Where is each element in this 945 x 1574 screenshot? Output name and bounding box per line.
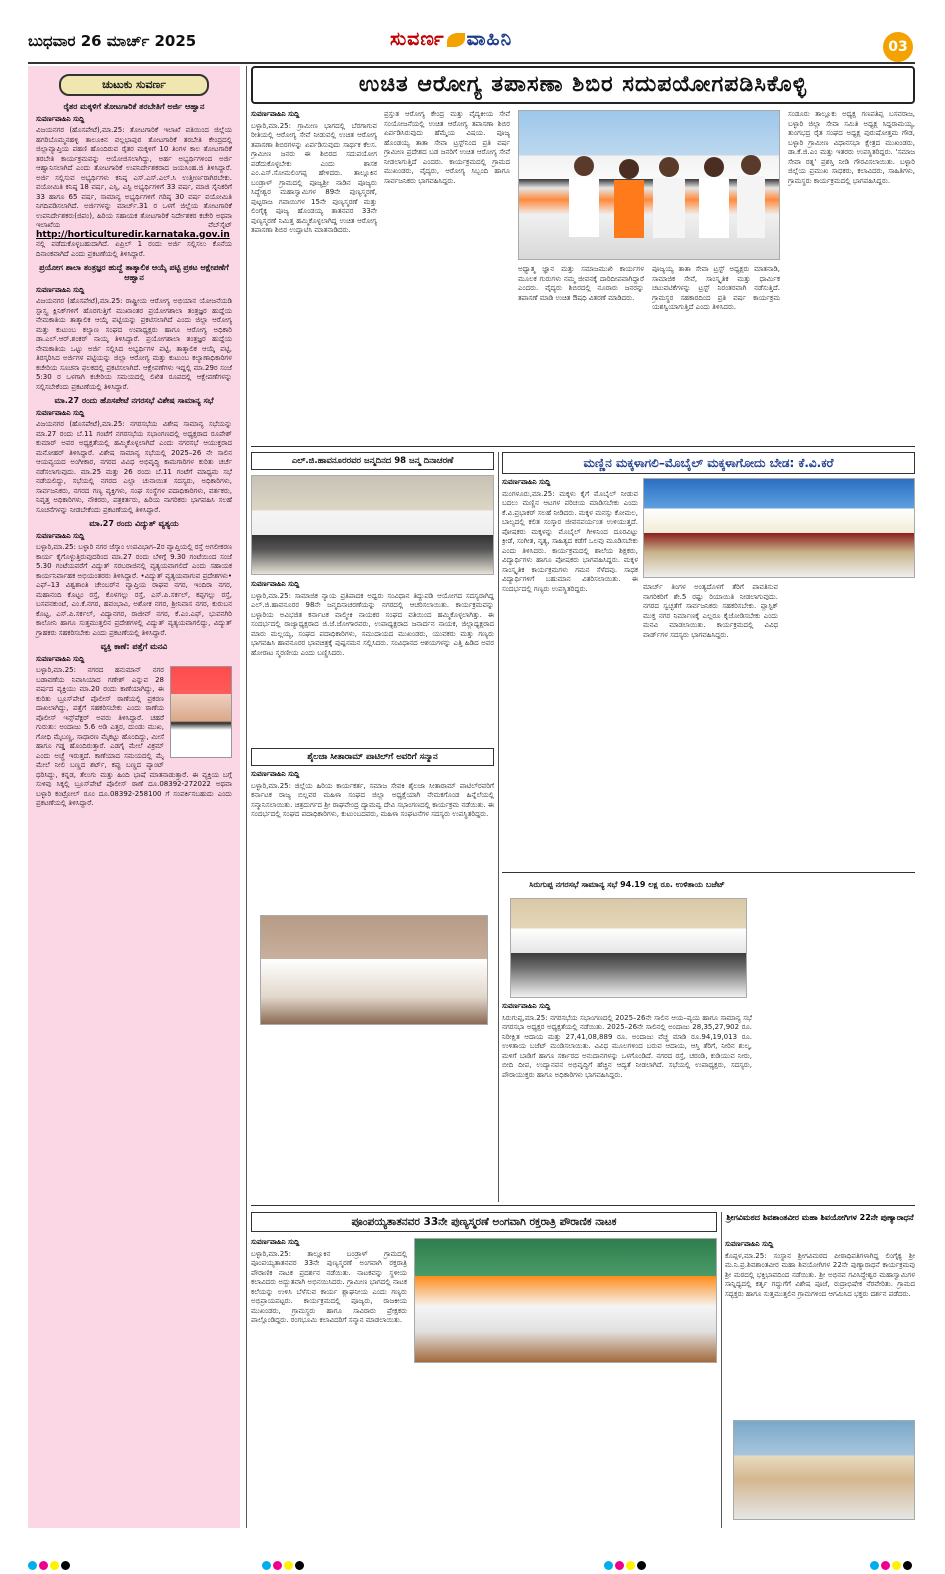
story4-photo <box>643 478 915 578</box>
story3-photo <box>260 915 488 1025</box>
story4-text: ಮಂಗಳೂರು,ಮಾ.25: ಮಕ್ಕಳು ಕೈಗೆ ಮೊಬೈಲ್ ನೀಡುವ ಬದಲು ಮಣ್ಣಿನ ಆಟಗಳ ಪರಿಚಯ ಮಾಡಿಸಬೇಕು ಎಂದು ಕೆ.ವಿ.ಪ್ರಭಾಕರ್ ಸಲಹೆ ನೀಡಿದರು. ಮಕ್ಕಳ ಮನಸ್ಸು ಕೋಮಲ, ಬಾಲ್ಯದಲ್ಲಿ ಕಲಿತ ಸಂಸ್ಕಾರ ಜೀವನಪರ್ಯಂತ ಉಳಿಯುತ್ತದೆ. ಪೋಷಕರು ಮಕ್ಕಳನ್ನು ಮೊಬೈಲ್ ಗೀಳಿನಿಂದ ದೂರವಿಟ್ಟು ಕ್ರೀಡೆ, ಸಂಗೀತ, ನೃತ್ಯ, ಸಾಹಿತ್ಯದ ಕಡೆಗೆ ಒಲವು ಮೂಡಿಸಬೇಕು ಎಂದು ತಿಳಿಸಿದರು. ಕಾರ್ಯಕ್ರಮದಲ್ಲಿ ಶಾಲೆಯ ಶಿಕ್ಷಕರು, ವಿದ್ಯಾರ್ಥಿಗಳು ಹಾಗೂ ಪೋಷಕರು ಭಾಗವಹಿಸಿದ್ದರು. ಮಕ್ಕಳ ಸಾಂಸ್ಕೃತಿಕ ಕಾರ್ಯಕ್ರಮಗಳು ಗಮನ ಸೆಳೆದವು. ಸಾಧಕ ವಿದ್ಯಾರ್ಥಿಗಳಿಗೆ ಬಹುಮಾನ ವಿತರಿಸಲಾಯಿತು. ಈ ಸಂದರ್ಭದಲ್ಲಿ ಗಣ್ಯರು ಉಪಸ್ಥಿತರಿದ್ದರು. <box>502 489 638 593</box>
story4-body-left <box>502 478 638 868</box>
column-rule <box>721 1212 722 1528</box>
story2-byline: ಸುವರ್ಣವಾಹಿನಿ ಸುದ್ದಿ <box>251 580 300 588</box>
story4-byline: ಸುವರ್ಣವಾಹಿನಿ ಸುದ್ದಿ <box>502 478 551 486</box>
brief-byline: ಸುವರ್ಣವಾಹಿನಿ ಸುದ್ದಿ <box>36 655 85 663</box>
story4-body-mid <box>643 583 778 868</box>
print-registration-marks <box>870 1555 914 1565</box>
brief-title: ಮಾ.27 ರಂದು ಹೊಸಪೇಟೆ ನಗರಸಭೆ ವಿಶೇಷ ಸಾಮಾನ್ಯ ಸಭೆ <box>54 396 214 405</box>
brief-power-outage <box>36 519 232 638</box>
story6-body <box>251 1238 407 1528</box>
print-registration-marks <box>262 1555 306 1565</box>
lead-column-5 <box>788 110 915 440</box>
brief-text: ವಿಜಯನಗರ (ಹೊಸಪೇಟೆ),ಮಾ.25: ತೋಟಗಾರಿಕೆ ಇಲಾಖೆ ವತಿಯಿಂದ ಜಿಲ್ಲೆಯ ಹಗರಿಬೊಮ್ಮನಹಳ್ಳಿ ತಾಲೂಕಿನ ವಲ್ಲಭಾಪುರ ತೋಟಗಾರಿಕೆ ತರಬೇತಿ ಕೇಂದ್ರದಲ್ಲಿ ಜಿಲ್ಲಾವ್ಯಾಪ್ತಿಯ ಪಹಣಿ ಹೊಂದಿರುವ ರೈತರ ಮಕ್ಕಳಿಗೆ 10 ತಿಂಗಳ ಕಾಲ ತೋಟಗಾರಿಕೆ ತರಬೇತಿ ಕಾರ್ಯಕ್ರಮವನ್ನು ಆಯೋಜಿಸಲಾಗಿದ್ದು, ಅರ್ಹ ಅಭ್ಯರ್ಥಿಗಳಿಂದ ಅರ್ಜಿ ಆಹ್ವಾನಿಸಲಾಗಿದೆ ಎಂದು ತೋಟಗಾರಿಕೆ ಉಪನಿರ್ದೇಶಕರಾದ ಜಯಸಿಂಹ.ಜಿ ತಿಳಿಸಿದ್ದಾರೆ. ಅರ್ಜಿ ಸಲ್ಲಿಸುವ ಅಭ್ಯರ್ಥಿಗಳು ಕನಿಷ್ಠ ಎಸ್.ಎಸ್.ಎಲ್.ಸಿ ಉತ್ತೀರ್ಣರಾಗಿರಬೇಕು. ವಯೋಮಿತಿ ಕನಿಷ್ಠ 18 ವರ್ಷ, ಎಸ್ಸಿ, ಎಸ್ಟಿ ಅಭ್ಯರ್ಥಿಗಳಿಗೆ 33 ವರ್ಷ, ಮಾಜಿ ಸೈನಿಕರಿಗೆ 33 ಹಾಗೂ 65 ವರ್ಷ, ಸಾಮಾನ್ಯ ಅಭ್ಯರ್ಥಿಗಳಿಗೆ ಗರಿಷ್ಠ 30 ವರ್ಷ ವಯೋಮಿತಿ ನಿಗದಿಪಡಿಸಲಾಗಿದೆ. ಅರ್ಜಿಗಳನ್ನು ಮಾರ್ಚ್.31 ರ ಒಳಗೆ ಜಿಲ್ಲೆಯ ತೋಟಗಾರಿಕೆ ಉಪನಿರ್ದೇಶಕರು(ಜಿಪಂ), ಹಿರಿಯ ಸಹಾಯಕ ತೋಟಗಾರಿಕೆ ನಿರ್ದೇಶಕರ ಕಚೇರಿ ಅಥವಾ ಇಲಾಖೆಯ ವೆಬ್‌ಸೈಟ್ http://horticulturedir.karnataka.gov.in ನಲ್ಲಿ ಪಡೆದುಕೊಳ್ಳಬಹುದಾಗಿದೆ. ಏಪ್ರಿಲ್ 1 ರಂದು ಅರ್ಜಿ ಸಲ್ಲಿಸಲು ಕೊನೆಯ ದಿನಾಂಕವಾಗಿದೆ ಎಂದು ಪ್ರಕಟಣೆಯಲ್ಲಿ ತಿಳಿಸಿದ್ದಾರೆ. <box>36 126 232 258</box>
story8-text: ಮಾರ್ಚ್ ತಿಂಗಳ ಅಂತ್ಯದೊಳಗೆ ತೆರಿಗೆ ಪಾವತಿಸುವ ನಾಗರಿಕರಿಗೆ ಶೇ.5 ರಷ್ಟು ರಿಯಾಯಿತಿ ನೀಡಲಾಗುವುದು. ನಗರದ ಸ್ವಚ್ಛತೆಗೆ ಸಾರ್ವಜನಿಕರು ಸಹಕರಿಸಬೇಕು. ಪ್ಲಾಸ್ಟಿಕ್ ಮುಕ್ತ ನಗರ ನಿರ್ಮಾಣಕ್ಕೆ ಎಲ್ಲರೂ ಕೈಜೋಡಿಸಬೇಕು ಎಂದು ಮನವಿ ಮಾಡಲಾಯಿತು. ಕಾರ್ಯಕ್ರಮದಲ್ಲಿ ವಿವಿಧ ವಾರ್ಡ್‌ಗಳ ಸದಸ್ಯರು ಭಾಗವಹಿಸಿದ್ದರು. <box>643 583 778 639</box>
lead-text: ಪ್ರಸ್ತುತ ಆರೋಗ್ಯ ಕೇಂದ್ರ ಮತ್ತು ವೈದ್ಯಕೀಯ ಸೇವೆ ಸಂಯೋಜನೆಯಲ್ಲಿ ಉಚಿತ ಆರೋಗ್ಯ ತಪಾಸಣಾ ಶಿಬಿರ ಏರ್ಪಡಿಸಿರುವುದು ಹೆಮ್ಮೆಯ ವಿಷಯ. ಪೂಜ್ಯ ಹೊಂಡಯ್ಯ ತಾತಾ ಸೇವಾ ಟ್ರಸ್ಟ್‌ನಿಂದ ಪ್ರತಿ ವರ್ಷ ಗ್ರಾಮೀಣ ಪ್ರದೇಶದ ಬಡ ಜನರಿಗೆ ಉಚಿತ ಆರೋಗ್ಯ ಸೇವೆ ನೀಡಲಾಗುತ್ತಿದೆ ಎಂದರು. ಕಾರ್ಯಕ್ರಮದಲ್ಲಿ ಗ್ರಾಮದ ಮುಖಂಡರು, ವೈದ್ಯರು, ಆರೋಗ್ಯ ಸಿಬ್ಬಂದಿ ಹಾಗೂ ಸಾರ್ವಜನಿಕರು ಭಾಗವಹಿಸಿದ್ದರು. <box>384 110 510 185</box>
story7-headline: ಶ್ರೀಗವಿಮಠದ ಶಿವಶಾಂತವೀರ ಮಹಾ ಶಿವಯೋಗಿಗಳ 22ನೇ ಪುಣ್ಯಾರಾಧನೆ <box>726 1213 914 1222</box>
lead-text: ಪೂಜ್ಯಯ್ಯ ತಾತಾ ಸೇವಾ ಟ್ರಸ್ಟ್ ಅಧ್ಯಕ್ಷರು ಮಾತನಾಡಿ, ಸಾಮಾಜಿಕ ಸೇವೆ, ಸಾಂಸ್ಕೃತಿಕ ಮತ್ತು ಧಾರ್ಮಿಕ ಚಟುವಟಿಕೆಗಳನ್ನು ಟ್ರಸ್ಟ್ ನಿರಂತರವಾಗಿ ನಡೆಸುತ್ತಿದೆ. ಗ್ರಾಮಸ್ಥರ ಸಹಕಾರದಿಂದ ಪ್ರತಿ ವರ್ಷ ಕಾರ್ಯಕ್ರಮ ಯಶಸ್ವಿಯಾಗುತ್ತಿದೆ ಎಂದು ತಿಳಿಸಿದರು. <box>652 265 780 311</box>
story3-byline: ಸುವರ್ಣವಾಹಿನಿ ಸುದ್ದಿ <box>251 770 300 778</box>
column-rule <box>498 452 499 1202</box>
story5-headline: ಸಿರುಗುಪ್ಪ ನಗರಸಭೆ ಸಾಮಾನ್ಯ ಸಭೆ 94.19 ಲಕ್ಷ ರೂ. ಉಳಿತಾಯ ಬಜೆಟ್ <box>529 880 725 889</box>
story2-photo <box>251 475 494 575</box>
brief-title: ವ್ಯಕ್ತಿ ಕಾಣೆ: ಪತ್ತೆಗೆ ಮನವಿ <box>100 642 168 651</box>
brief-text: ಬಳ್ಳಾರಿ,ಮಾ.25: ನಗರದ ಹನುಮಾನ್ ನಗರ ಬಡಾವಣೆಯ ನಿವಾಸಿಯಾದ ಗಣೇಶ್ ಎನ್ನುವ 28 ವರ್ಷದ ವ್ಯಕ್ತಿಯು ಮಾ.20 ರಂದು ಕಾಣೆಯಾಗಿದ್ದು, ಈ ಕುರಿತು ಬ್ರೂಸ್‌ಪೇಟೆ ಪೊಲೀಸ್ ಠಾಣೆಯಲ್ಲಿ ಪ್ರಕರಣ ದಾಖಲಾಗಿದ್ದು, ಪತ್ತೆಗೆ ಸಹಕರಿಸಬೇಕು ಎಂದು ಠಾಣೆಯ ಪೊಲೀಸ್ ಇನ್ಸ್‌ಪೆಕ್ಟರ್ ಅವರು ತಿಳಿಸಿದ್ದಾರೆ. ಚಹರೆ ಗುರುತು: ಅಂದಾಜು 5.6 ಅಡಿ ಎತ್ತರ, ದುಂಡು ಮುಖ, ಗೋಧಿ ಮೈಬಣ್ಣ, ಸಾಧಾರಣ ಮೈಕಟ್ಟು ಹೊಂದಿದ್ದು, ಮೀಸೆ ಹಾಗೂ ಗಡ್ಡ ಹೊಂದಿರುತ್ತಾರೆ. ಎಡಗೈ ಮೇಲೆ ವಿಕ್ರಮ್ ಎಂದು ಅಚ್ಚೆ ಇರುತ್ತದೆ. ಕಾಣೆಯಾದ ಸಮಯದಲ್ಲಿ ಮೈ ಮೇಲೆ ನೀಲಿ ಬಣ್ಣದ ಶರ್ಟ್, ಕಪ್ಪು ಬಣ್ಣದ ಪ್ಯಾಂಟ್ ಧರಿಸಿದ್ದು, ಕನ್ನಡ, ತೆಲುಗು ಮತ್ತು ಹಿಂದಿ ಭಾಷೆ ಮಾತನಾಡುತ್ತಾರೆ. ಈ ವ್ಯಕ್ತಿಯ ಬಗ್ಗೆ ಸುಳಿವು ಸಿಕ್ಕಲ್ಲಿ ಬ್ರೂಸ್‌ಪೇಟೆ ಪೊಲೀಸ್ ಠಾಣೆ ದೂ.08392-272022 ಅಥವಾ ಬಳ್ಳಾರಿ ಕಂಟ್ರೋಲ್ ರೂಂ ದೂ.08392-258100 ಗೆ ಸಂಪರ್ಕಿಸಬಹುದು ಎಂದು ಪ್ರಕಟಣೆಯಲ್ಲಿ ತಿಳಿಸಿದ್ದಾರೆ. <box>36 666 232 807</box>
lead-column-2 <box>384 110 510 440</box>
brief-text: ವಿಜಯನಗರ (ಹೊಸಪೇಟೆ),ಮಾ.25: ನಗರಸಭೆಯ ವಿಶೇಷ ಸಾಮಾನ್ಯ ಸಭೆಯನ್ನು ಮಾ.27 ರಂದು ಬೆ.11 ಗಂಟೆಗೆ ನಗರಸಭೆಯ ಸಭಾಂಗಣದಲ್ಲಿ ಅಧ್ಯಕ್ಷರಾದ ರೂಪೇಶ್ ಕುಮಾರ್ ಅವರ ಅಧ್ಯಕ್ಷತೆಯಲ್ಲಿ ಹಮ್ಮಿಕೊಳ್ಳಲಾಗಿದೆ ಎಂದು ನಗರಸಭೆ ಆಯುಕ್ತರಾದ ಮನೋಹರ್ ತಿಳಿಸಿದ್ದಾರೆ. ವಿಶೇಷ ಸಾಮಾನ್ಯ ಸಭೆಯಲ್ಲಿ 2025–26 ನೇ ಸಾಲಿನ ಆಯವ್ಯಯದ ಅಂಗೀಕಾರ, ನಗರದ ವಿವಿಧ ಅಭಿವೃದ್ಧಿ ಕಾಮಗಾರಿಗಳ ಕುರಿತು ಚರ್ಚೆ ನಡೆಸಲಾಗುವುದು. ಮಾ.25 ಮತ್ತು 26 ರಂದು ಬೆ.11 ಗಂಟೆಗೆ ಮಾಧ್ಯಮ ಸಭೆ ನಡೆಯಲಿದ್ದು, ಸಭೆಯಲ್ಲಿ ನಗರದ ಎಲ್ಲಾ ಚುನಾಯಿತ ಸದಸ್ಯರು, ಅಧಿಕಾರಿಗಳು, ಸಾರ್ವಜನಿಕರು, ನಗರದ ಗಣ್ಯ ವ್ಯಕ್ತಿಗಳು, ಸಂಘ ಸಂಸ್ಥೆಗಳ ಪದಾಧಿಕಾರಿಗಳು, ವರ್ತಕರು, ನಿವೃತ್ತ ಅಧಿಕಾರಿಗಳು, ನೌಕರರು, ಪತ್ರಕರ್ತರು, ಹಿರಿಯ ನಾಗರಿಕರು ಭಾಗವಹಿಸಿ ಸಲಹೆ ಸೂಚನೆಗಳನ್ನು ನೀಡಬೇಕೆಂದು ಪ್ರಕಟಣೆಯಲ್ಲಿ ತಿಳಿಸಿದ್ದಾರೆ. <box>36 420 232 514</box>
brief-title: ರೈತರ ಮಕ್ಕಳಿಗೆ ತೋಟಗಾರಿಕೆ ತರಬೇತಿಗೆ ಅರ್ಜಿ ಆಹ್ವಾನ <box>63 102 205 111</box>
print-registration-marks <box>604 1555 648 1565</box>
story3-text: ಬಳ್ಳಾರಿ,ಮಾ.25: ಜಿಲ್ಲೆಯ ಹಿರಿಯ ಕಾರ್ಯಕರ್ತ, ಸಮಾಜ ಸೇವಕಿ ಶೈಲಜಾ ಸೀತಾರಾಮ್ ಪಾಟಿಲ್‌ರವರಿಗೆ ಕರ್ನಾಟಕ ರಾಜ್ಯ ಬಿಲ್ಲವರ ಮಹಿಳಾ ಸಂಘದ ಜಿಲ್ಲಾ ಅಧ್ಯಕ್ಷೆಯಾಗಿ ನೇಮಕಗೊಂಡ ಹಿನ್ನೆಲೆಯಲ್ಲಿ ಸನ್ಮಾನಿಸಲಾಯಿತು. ಚಿತ್ರದುರ್ಗದ ಶ್ರೀ ರಾಘವೇಂದ್ರ ದ್ಯಾಮವ್ವ ದೇವಿ ಸಭಾಂಗಣದಲ್ಲಿ ಕಾರ್ಯಕ್ರಮ ನಡೆಯಿತು. ಈ ಸಂದರ್ಭದಲ್ಲಿ ಸಂಘದ ಪದಾಧಿಕಾರಿಗಳು, ಕುಟುಂಬದವರು, ಮಹಿಳಾ ಸಂಘಟನೆಗಳ ಸದಸ್ಯರು ಉಪಸ್ಥಿತರಿದ್ದರು. <box>251 781 494 818</box>
story4-headline: ಮಣ್ಣಿನ ಮಕ್ಕಳಾಗಲಿ–ಮೊಬೈಲ್ ಮಕ್ಕಳಾಗೋದು ಬೇಡ: ಕೆ.ವಿ.ಕರೆ <box>502 452 915 474</box>
story7-body <box>725 1240 915 1415</box>
story6-photo <box>414 1238 717 1363</box>
issue-date: ಬುಧವಾರ 26 ಮಾರ್ಚ್ 2025 <box>28 32 197 50</box>
brief-text: ವಿಜಯನಗರ (ಹೊಸಪೇಟೆ),ಮಾ.25: ರಾಷ್ಟ್ರೀಯ ಆರೋಗ್ಯ ಅಭಿಯಾನ ಯೋಜನೆಯಡಿ ಸ್ಪಾಸ್ತ್ಯ ಕ್ಲಿನಿಕ್‌ಗಳಿಗೆ ಹೊರಗುತ್ತಿಗೆ ಮುಖಾಂತರ ಪ್ರಯೋಗಶಾಲಾ ತಂತ್ರಜ್ಞರ ಹುದ್ದೆಯ ನೇಮಕಾತಿಯ ತಾತ್ಕಾಲಿಕ ಆಯ್ಕೆ ಪಟ್ಟಿಯನ್ನು ಪ್ರಕಟಿಸಲಾಗಿದೆ ಎಂದು ಜಿಲ್ಲಾ ಆರೋಗ್ಯ ಮತ್ತು ಕುಟುಂಬ ಕಲ್ಯಾಣ ಸಂಘದ ಉಪಾಧ್ಯಕ್ಷರು ಹಾಗೂ ಆರೋಗ್ಯ ಅಧಿಕಾರಿ ಡಾ.ಎಲ್.ಆರ್.ಶಂಕರ್ ನಾಯ್ಕ ತಿಳಿಸಿದ್ದಾರೆ. ಪ್ರಯೋಗಶಾಲಾ ತಂತ್ರಜ್ಞರ ಹುದ್ದೆಯ ನೇಮಕಾತಿಯ ಒಟ್ಟು ಅರ್ಜಿ ಸಲ್ಲಿಸಿದ ಅಭ್ಯರ್ಥಿಗಳ ಪಟ್ಟಿ, ತಾತ್ಕಾಲಿಕ ಆಯ್ಕೆ ಪಟ್ಟಿ, ತಿರಸ್ಕರಿಸಿದ ಅರ್ಜಿಗಳ ಪಟ್ಟಿಯನ್ನು ಜಿಲ್ಲಾ ಆರೋಗ್ಯ ಮತ್ತು ಕುಟುಂಬ ಕಲ್ಯಾಣಾಧಿಕಾರಿಗಳ ಕಚೇರಿಯ ಸೂಚನಾ ಫಲಕದಲ್ಲಿ ಪ್ರಕಟಿಸಲಾಗಿದೆ. ಆಕ್ಷೇಪಣೆಗಳು ಇದ್ದಲ್ಲಿ ಮಾ.29ರ ಸಂಜೆ 5:30 ರ ಒಳಗಾಗಿ ಕಚೇರಿಯ ಸಮಯದಲ್ಲಿ ಲಿಖಿತ ರೂಪದಲ್ಲಿ ಆಕ್ಷೇಪಣೆಗಳನ್ನು ಸಲ್ಲಿಸಬೇಕೆಂದು ಪ್ರಕಟಣೆಯಲ್ಲಿ ತಿಳಿಸಿದ್ದಾರೆ. <box>36 297 232 391</box>
lead-photo-figures <box>519 111 780 260</box>
lead-column-1 <box>251 110 377 440</box>
brief-text: ಬಳ್ಳಾರಿ,ಮಾ.25: ಬಳ್ಳಾರಿ ನಗರ ಜೆಸ್ಕಾಂ ಉಪವಿಭಾಗ–2ರ ವ್ಯಾಪ್ತಿಯಲ್ಲಿ ರಸ್ತೆ ಅಗಲೀಕರಣ ಕಾರ್ಯ ಕೈಗೊಳ್ಳುತ್ತಿರುವುದರಿಂದ ಮಾ.27 ರಂದು ಬೆಳಿಗ್ಗೆ 9.30 ಗಂಟೆಯಿಂದ ಸಂಜೆ 5.30 ಗಂಟೆಯವರೆಗೆ ವಿದ್ಯುತ್ ಸರಬರಾಜಿನಲ್ಲಿ ವ್ಯತ್ಯಯವಾಗಲಿದೆ ಎಂದು ಸಹಾಯಕ ಕಾರ್ಯನಿರ್ವಾಹಕ ಅಭಿಯಂತರರು ತಿಳಿಸಿದ್ದಾರೆ. •ವಿದ್ಯುತ್ ವ್ಯತ್ಯಯವಾಗುವ ಪ್ರದೇಶಗಳು• ಎಫ್–13 ವಿಶ್ವಶಾಂತಿ ಚೇಂಬರ್‌ನ ವ್ಯಾಪ್ತಿಯ ರಾಘವ ನಗರ, ಇಂದಿರಾ ನಗರ, ಮಹಾನಂದಿ ಕೊಟ್ಟಂ ರಸ್ತೆ, ಕೊಳಗಲ್ಲು ರಸ್ತೆ, ಎಸ್.ಪಿ.ಸರ್ಕಲ್, ಕಪ್ಪಗಲ್ಲು ರಸ್ತೆ, ಬಸವನಕುಂಟೆ, ಎಂ.ಕೆ.ನಗರ, ಹವಂಭಾವಿ, ಅಶೋಕ ನಗರ, ಶ್ರೀನಿವಾಸ ನಗರ, ಕುರುಬನ ಕೊಟ್ಟ, ಎಸ್.ಪಿ.ಸರ್ಕಲ್, ವಿದ್ಯಾನಗರ, ರಾಜೀವ್ ನಗರ, ಕೆ.ಎಂ.ಎಫ್, ಭುವನಗಿರಿ ಕಾಲೋನಿ ಹಾಗೂ ಸುತ್ತಮುತ್ತಲಿನ ಪ್ರದೇಶಗಳಲ್ಲಿ ವಿದ್ಯುತ್ ವ್ಯತ್ಯಯವಾಗಲಿದ್ದು, ವಿದ್ಯುತ್ ಗ್ರಾಹಕರು ಸಹಕರಿಸಬೇಕು ಎಂದು ಪ್ರಕಟಣೆಯಲ್ಲಿ ತಿಳಿಸಿದ್ದಾರೆ. <box>36 543 233 637</box>
lead-text: ಸಂಡೂರು ತಾಲ್ಲೂಕು ಅಧ್ಯಕ್ಷ ಗಣಪತಿಪ್ಪ ಬಸವರಾಜ, ಬಳ್ಳಾರಿ ಜಿಲ್ಲಾ ಸೇವಾ ಸಮಿತಿ ಅಧ್ಯಕ್ಷ ಸಿದ್ದರಾಮಯ್ಯ, ತುಂಗಭದ್ರ ರೈತ ಸಂಘದ ಅಧ್ಯಕ್ಷ ಪುರುಷೋತ್ತಮ ಗೌಡ, ಬಳ್ಳಾರಿ ಗ್ರಾಮೀಣ ವಿಧಾನಸಭಾ ಕ್ಷೇತ್ರದ ಮುಖಂಡರು, ಡಾ.ಕೆ.ಜಿ.ಎಂ ಮತ್ತು ಇತರರು ಉಪಸ್ಥಿತರಿದ್ದರು. 'ಸಮಾಜ ಸೇವಾ ರತ್ನ' ಪ್ರಶಸ್ತಿ ನೀಡಿ ಗೌರವಿಸಲಾಯಿತು. ಬಳ್ಳಾರಿ ಜಿಲ್ಲೆಯ ಪ್ರಮುಖ ಸಾಧಕರು, ಕಲಾವಿದರು, ಸಾಹಿತಿಗಳು, ಗ್ರಾಮಸ್ಥರು ಕಾರ್ಯಕ್ರಮದಲ್ಲಿ ಭಾಗವಹಿಸಿದ್ದರು. <box>788 110 915 185</box>
brief-title: ಪ್ರಯೋಗ ಶಾಲಾ ತಂತ್ರಜ್ಞರ ಹುದ್ದೆ ತಾತ್ಕಾಲಿಕ ಆಯ್ಕೆ ಪಟ್ಟಿ ಪ್ರಕಟ ಆಕ್ಷೇಪಣೆಗೆ ಆಹ್ವಾನ <box>39 263 229 282</box>
lead-byline: ಸುವರ್ಣವಾಹಿನಿ ಸುದ್ದಿ <box>251 110 300 118</box>
brief-byline: ಸುವರ್ಣವಾಹಿನಿ ಸುದ್ದಿ <box>36 409 85 417</box>
story5-photo <box>510 898 747 998</box>
lead-photo <box>518 110 780 260</box>
news-briefs-sidebar <box>28 66 240 1528</box>
story5-text: ಸಿರುಗುಪ್ಪ,ಮಾ.25: ನಗರಸಭೆಯ ಸಭಾಂಗಣದಲ್ಲಿ 2025–26ನೇ ಸಾಲಿನ ಆಯ–ವ್ಯಯ ಹಾಗೂ ಸಾಮಾನ್ಯ ಸಭೆ ನಗರಸಭಾ ಅಧ್ಯಕ್ಷರ ಅಧ್ಯಕ್ಷತೆಯಲ್ಲಿ ನಡೆಯಿತು. 2025–26ನೇ ಸಾಲಿನಲ್ಲಿ ಅಂದಾಜು 28,35,27,902 ರೂ. ನಿರೀಕ್ಷಿತ ಆದಾಯ ಮತ್ತು 27,41,08,889 ರೂ. ಅಂದಾಜು ವೆಚ್ಚ ಮಾಡಿ ರೂ.94,19,013 ರೂ. ಉಳಿತಾಯ ಬಜೆಟ್ ಮಂಡಿಸಲಾಯಿತು. ವಿವಿಧ ಮೂಲಗಳಿಂದ ಬರುವ ಆದಾಯ, ಆಸ್ತಿ ತೆರಿಗೆ, ನೀರಿನ ಶುಲ್ಕ, ಮಳಿಗೆ ಬಾಡಿಗೆ ಹಾಗೂ ಸರ್ಕಾರದ ಅನುದಾನಗಳನ್ನು ಒಳಗೊಂಡಿದೆ. ನಗರದ ರಸ್ತೆ, ಚರಂಡಿ, ಕುಡಿಯುವ ನೀರು, ಬೀದಿ ದೀಪ, ಉದ್ಯಾನವನ ಅಭಿವೃದ್ಧಿಗೆ ಹೆಚ್ಚಿನ ಆದ್ಯತೆ ನೀಡಲಾಗಿದೆ. ಸಭೆಯಲ್ಲಿ ಉಪಾಧ್ಯಕ್ಷರು, ಸದಸ್ಯರು, ಪೌರಾಯುಕ್ತರು ಹಾಗೂ ಅಧಿಕಾರಿಗಳು ಭಾಗವಹಿಸಿದ್ದರು. <box>502 1013 752 1079</box>
column-rule <box>246 66 247 1528</box>
lead-column-4 <box>652 265 780 440</box>
missing-person-photo <box>170 666 232 758</box>
story2-body <box>251 580 494 740</box>
page-number-badge: 03 <box>883 32 913 62</box>
lead-text: ಅಧ್ಯಾತ್ಮ ಜ್ಞಾನ ಮತ್ತು ಸಮಾಜಮುಖಿ ಕಾರ್ಯಗಳ ಮೂಲಕ ಗುರುಗಳು ನಮ್ಮ ಜೀವನಕ್ಕೆ ದಾರಿದೀಪವಾಗಿದ್ದಾರೆ ಎಂದರು. ವೈದ್ಯರು ಶಿಬಿರದಲ್ಲಿ ನೂರಾರು ಜನರನ್ನು ತಪಾಸಣೆ ಮಾಡಿ ಉಚಿತ ಔಷಧಿ ವಿತರಣೆ ಮಾಡಿದರು. <box>518 265 644 302</box>
section-divider <box>251 1205 915 1206</box>
newspaper-logo <box>390 28 512 50</box>
brief-byline: ಸುವರ್ಣವಾಹಿನಿ ಸುದ್ದಿ <box>36 115 85 123</box>
brief-horticulture <box>36 102 232 259</box>
story6-text: ಬಳ್ಳಾರಿ,ಮಾ.25: ತಾಲ್ಲೂಕಿನ ಬಂಡ್ರಾಳ್ ಗ್ರಾಮದಲ್ಲಿ ಪೂಂಪಯ್ಯತಾತನವರ 33ನೇ ಪುಣ್ಯಸ್ಮರಣೆ ಅಂಗವಾಗಿ ರಕ್ತರಾತ್ರಿ ಪೌರಾಣಿಕ ನಾಟಕ ಪ್ರದರ್ಶನ ನಡೆಯಿತು. ನಾಟಕವನ್ನು ಸ್ಥಳೀಯ ಕಲಾವಿದರು ಅದ್ಭುತವಾಗಿ ಅಭಿನಯಿಸಿದರು. ಗ್ರಾಮೀಣ ಭಾಗದಲ್ಲಿ ನಾಟಕ ಕಲೆಯನ್ನು ಉಳಿಸಿ ಬೆಳೆಸುವ ಕಾರ್ಯ ಶ್ಲಾಘನೀಯ ಎಂದು ಗಣ್ಯರು ಅಭಿಪ್ರಾಯಪಟ್ಟರು. ಕಾರ್ಯಕ್ರಮದಲ್ಲಿ ಪೂಜ್ಯರು, ರಾಜಕೀಯ ಮುಖಂಡರು, ಗ್ರಾಮಸ್ಥರು ಹಾಗೂ ಸಾವಿರಾರು ಪ್ರೇಕ್ಷಕರು ಪಾಲ್ಗೊಂಡಿದ್ದರು. ರಂಗಭೂಮಿ ಕಲಾವಿದರಿಗೆ ಸನ್ಮಾನ ಮಾಡಲಾಯಿತು. <box>251 1249 407 1324</box>
masthead-rule <box>28 62 915 64</box>
story3-body <box>251 770 494 910</box>
lead-headline: ಉಚಿತ ಆರೋಗ್ಯ ತಪಾಸಣಾ ಶಿಬಿರ ಸದುಪಯೋಗಪಡಿಸಿಕೊಳ್ಳಿ <box>251 66 915 104</box>
story6-headline: ಪೂಂಪಯ್ಯತಾತನವರ 33ನೇ ಪುಣ್ಯಸ್ಮರಣೆ ಅಂಗವಾಗಿ ರಕ್ತರಾತ್ರಿ ಪೌರಾಣಿಕ ನಾಟಕ <box>251 1212 717 1232</box>
story6-byline: ಸುವರ್ಣವಾಹಿನಿ ಸುದ್ದಿ <box>251 1238 300 1246</box>
sidebar-tag: ಚುಟುಕು ಸುವರ್ಣ <box>59 74 209 96</box>
story7-text: ಕೊಪ್ಪಳ,ಮಾ.25: ಸಂಸ್ಥಾನ ಶ್ರೀಗವಿಮಠದ ಪೀಠಾಧಿಪತಿಗಳಾಗಿದ್ದ ಲಿಂಗೈಕ್ಯ ಶ್ರೀ ಮ.ನಿ.ಪ್ರ.ಶಿವಶಾಂತವೀರ ಮಹಾ ಶಿವಯೋಗಿಗಳ 22ನೇ ಪುಣ್ಯಾರಾಧನೆ ಕಾರ್ಯಕ್ರಮವು ಶ್ರೀ ಮಠದಲ್ಲಿ ಭಕ್ತಿಭಾವದಿಂದ ನಡೆಯಿತು. ಶ್ರೀ ಅಭಿನವ ಗವಿಸಿದ್ಧೇಶ್ವರ ಮಹಾಸ್ವಾಮಿಗಳ ಸಾನ್ನಿಧ್ಯದಲ್ಲಿ ಕರ್ತೃ ಗದ್ದುಗೆಗೆ ವಿಶೇಷ ಪೂಜೆ, ರುದ್ರಾಭಿಷೇಕ ನೆರವೇರಿತು. ಗ್ರಾಮದ ಸದ್ಭಕ್ತರು ಹಾಗೂ ಸುತ್ತಮುತ್ತಲಿನ ಗ್ರಾಮಗಳಿಂದ ಆಗಮಿಸಿದ ಭಕ್ತರು ದರ್ಶನ ಪಡೆದರು. <box>725 1251 915 1298</box>
brief-missing-person <box>36 642 232 809</box>
story2-text: ಬಳ್ಳಾರಿ,ಮಾ.25: ಸಾಮಾಜಿಕ ನ್ಯಾಯ ಪ್ರತಿಪಾದಕ ಅಧ್ವರು ಸಂವಿಧಾನ ತಿದ್ದುಪಡಿ ಆಯೋಗದ ಸದಸ್ಯರಾಗಿದ್ದ ಎಲ್.ಜಿ.ಹಾವನೂರರ 98ನೇ ಜನ್ಮದಿನಾಚರಣೆಯನ್ನು ನಗರದಲ್ಲಿ ಆಚರಿಸಲಾಯಿತು. ಕಾರ್ಯಕ್ರಮವನ್ನು ಬಳ್ಳಾರಿಯ ಅವಿಭಜಿತ ಕರ್ನಾಟಕ ವಾಲ್ಮೀಕಿ ನಾಯಕರ ಸಂಘದ ವತಿಯಿಂದ ಹಮ್ಮಿಕೊಳ್ಳಲಾಗಿತ್ತು. ಈ ಸಂದರ್ಭದಲ್ಲಿ ರಾಜ್ಯಾಧ್ಯಕ್ಷರಾದ ಜಿ.ಜೆ.ಜೋಗಾರವರು, ಉಪಾಧ್ಯಕ್ಷರಾದ ಜನಾರ್ದನ ನಾಯಕ, ಜಿಲ್ಲಾಧ್ಯಕ್ಷರಾದ ಮಾರು ಮಲ್ಲಯ್ಯ, ಸಂಘದ ಪದಾಧಿಕಾರಿಗಳು, ಸಮುದಾಯದ ಮುಖಂಡರು, ಯುವಕರು ಮತ್ತು ಗಣ್ಯರು ಭಾಗವಹಿಸಿ ಹಾವನೂರರ ಭಾವಚಿತ್ರಕ್ಕೆ ಪುಷ್ಪನಮನ ಸಲ್ಲಿಸಿದರು. ಸಂವಿಧಾನದ ಆಶಯಗಳನ್ನು ಎತ್ತಿ ಹಿಡಿದ ಅವರ ಹೋರಾಟ ಸ್ಮರಣೀಯ ಎಂದು ಬಣ್ಣಿಸಿದರು. <box>251 591 494 657</box>
brief-lab-technician <box>36 263 232 392</box>
print-registration-marks <box>28 1555 72 1565</box>
story7-photo <box>733 1420 915 1520</box>
horticulture-website-link[interactable]: http://horticulturedir.karnataka.gov.in <box>36 229 230 240</box>
logo-right-text: ವಾಹಿನಿ <box>466 28 513 50</box>
story5-body <box>502 1002 752 1197</box>
story5-byline: ಸುವರ್ಣವಾಹಿನಿ ಸುದ್ದಿ <box>502 1002 551 1010</box>
story7-byline: ಸುವರ್ಣವಾಹಿನಿ ಸುದ್ದಿ <box>725 1240 774 1248</box>
section-divider <box>251 446 915 447</box>
story2-headline: ಎಲ್.ಜಿ.ಹಾವನೂರರವರ ಜನ್ಮದಿನದ 98 ಜನ್ಮ ದಿನಾಚರಣೆ <box>251 452 494 470</box>
section-divider <box>502 872 915 873</box>
masthead <box>0 0 945 60</box>
story3-headline: ಶೈಲಜಾ ಸೀತಾರಾಮ್ ಪಾಟಿಲ್‌ಗೆ ಅವರಿಗೆ ಸನ್ಮಾನ <box>251 748 494 766</box>
logo-leaf-icon <box>447 33 465 47</box>
logo-left-text: ಸುವರ್ಣ <box>390 28 445 50</box>
lead-column-3 <box>518 265 644 440</box>
brief-byline: ಸುವರ್ಣವಾಹಿನಿ ಸುದ್ದಿ <box>36 532 85 540</box>
lead-text: ಬಳ್ಳಾರಿ,ಮಾ.25: ಗ್ರಾಮೀಣ ಭಾಗದಲ್ಲಿ ಬೆರಗಾಗುವ ರೀತಿಯಲ್ಲಿ ಆರೋಗ್ಯ ಸೇವೆ ನೀಡುವಲ್ಲಿ ಉಚಿತ ಆರೋಗ್ಯ ತಪಾಸಣಾ ಶಿಬಿರಗಳನ್ನು ಏರ್ಪಡಿಸುವುದು ಸಾರ್ಥಕ ಕೆಲಸ. ಗ್ರಾಮೀಣ ಜನರು ಈ ಶಿಬಿರದ ಸದುಪಯೋಗ ಪಡೆದುಕೊಳ್ಳಬೇಕು ಎಂದು ಶಾಸಕ ಎಂ.ಎಸ್.ಸೋಮಲಿಂಗಪ್ಪ ಹೇಳಿದರು. ತಾಲ್ಲೂಕಿನ ಬಂಡ್ರಾಳ್ ಗ್ರಾಮದಲ್ಲಿ ಪೂಜ್ಯಶ್ರೀ ನಾಡಿನ ಪೂಜ್ಯರು ಸಿದ್ಧೇಶ್ವರ ಮಹಾಸ್ವಾಮಿಗಳ 89ನೇ ಪುಣ್ಯಸ್ಮರಣೆ, ಪುಟ್ಟರಾಜ ಗವಾಯಿಗಳ 15ನೇ ಪುಣ್ಯಸ್ಮರಣೆ ಮತ್ತು ಲಿಂಗೈಕ್ಯ ಪೂಜ್ಯ ಹೊಂಡಯ್ಯ ತಾತನವರ 33ನೇ ಪುಣ್ಯಸ್ಮರಣೆ ನಿಮಿತ್ತ ಹಮ್ಮಿಕೊಳ್ಳಲಾಗಿದ್ದ ಉಚಿತ ಆರೋಗ್ಯ ತಪಾಸಣಾ ಶಿಬಿರ ಉದ್ಘಾಟಿಸಿ ಮಾತನಾಡಿದರು. <box>251 121 377 234</box>
brief-title: ಮಾ.27 ರಂದು ವಿದ್ಯುತ್ ವ್ಯತ್ಯಯ <box>89 519 179 528</box>
brief-byline: ಸುವರ್ಣವಾಹಿನಿ ಸುದ್ದಿ <box>36 286 85 294</box>
brief-council-meeting <box>36 396 232 515</box>
